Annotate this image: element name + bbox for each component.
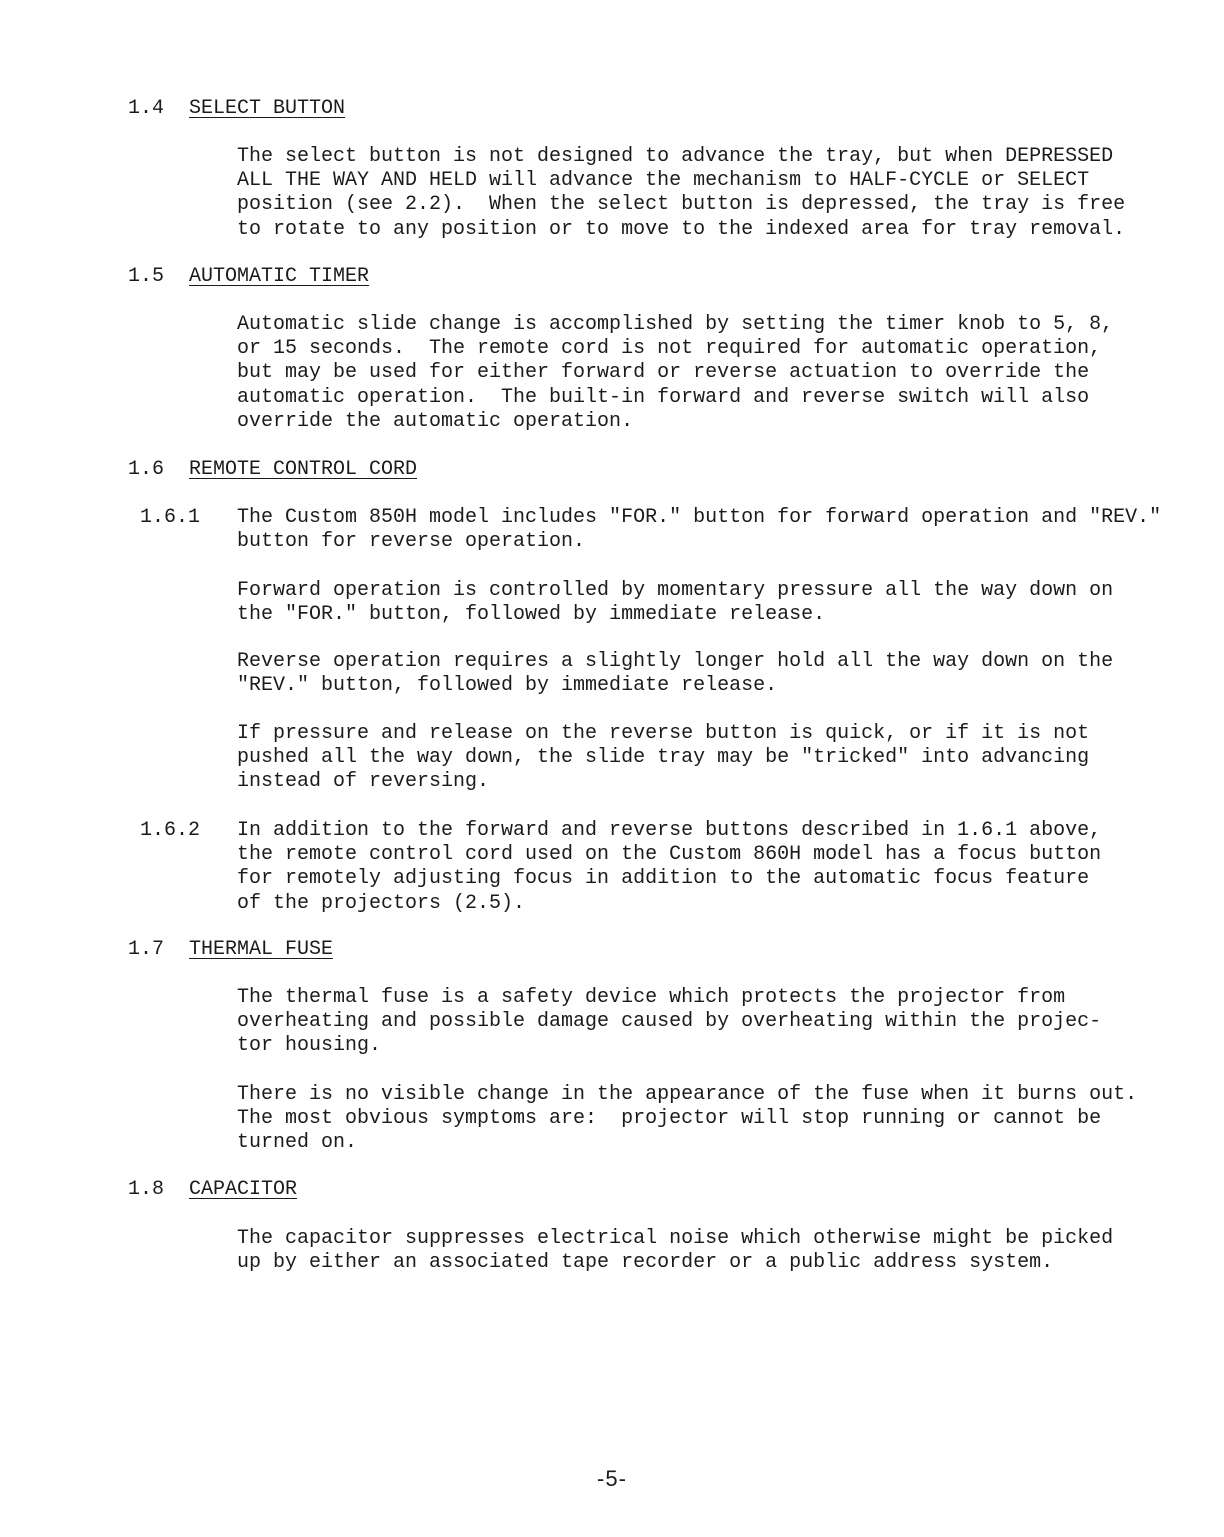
section-heading: CAPACITOR — [189, 1178, 298, 1201]
section-number: 1.7 — [128, 938, 165, 961]
paragraph: Reverse operation requires a slightly longer hold all the way down on the "REV." button, followed by immediate release. — [237, 650, 1114, 698]
section-number: 1.5 — [128, 265, 165, 288]
paragraph: If pressure and release on the reverse button is quick, or if it is not pushed all the way down, the slide tray may be "tricked" into advancing instead of reversing. — [237, 722, 1090, 794]
paragraph: The thermal fuse is a safety device which protects the projector from overheating and possible damage caused by overheating within the projec- tor housing. — [237, 986, 1102, 1058]
section-number: 1.8 — [128, 1178, 165, 1201]
paragraph: The capacitor suppresses electrical noise which otherwise might be picked up by either an associated tape recorder or a public address system. — [237, 1227, 1114, 1275]
section-heading: AUTOMATIC TIMER — [189, 265, 370, 288]
paragraph: The select button is not designed to advance the tray, but when DEPRESSED ALL THE WAY AND HELD will advance the mechanism to HALF-CYCLE or SELECT position (see 2.2). When the select button is depressed, the tray is free to rotate to any position or to move to the indexed area for tray removal. — [237, 145, 1126, 241]
subsection-number: 1.6.2 — [140, 819, 201, 842]
section-heading: REMOTE CONTROL CORD — [189, 458, 418, 481]
paragraph: There is no visible change in the appearance of the fuse when it burns out. The most obvious symptoms are: projector will stop running or cannot be turned on. — [237, 1083, 1138, 1155]
section-heading: THERMAL FUSE — [189, 938, 334, 961]
paragraph: Automatic slide change is accomplished by setting the timer knob to 5, 8, or 15 seconds. The remote cord is not required for automatic operation, but may be used for either forward or reverse actuation to override the automatic operation. The built-in forward and reverse switch will also override the automatic operation. — [237, 313, 1114, 433]
paragraph: The Custom 850H model includes "FOR." button for forward operation and "REV." button for reverse operation. — [237, 506, 1162, 554]
paragraph: In addition to the forward and reverse buttons described in 1.6.1 above, the remote control cord used on the Custom 860H model has a focus button for remotely adjusting focus in addition to the automatic focus feature of the projectors (2.5). — [237, 819, 1102, 915]
paragraph: Forward operation is controlled by momentary pressure all the way down on the "FOR." button, followed by immediate release. — [237, 579, 1114, 627]
section-number: 1.4 — [128, 97, 165, 120]
section-heading: SELECT BUTTON — [189, 97, 346, 120]
subsection-number: 1.6.1 — [140, 506, 201, 529]
section-number: 1.6 — [128, 458, 165, 481]
page-number: -5- — [597, 1466, 627, 1491]
